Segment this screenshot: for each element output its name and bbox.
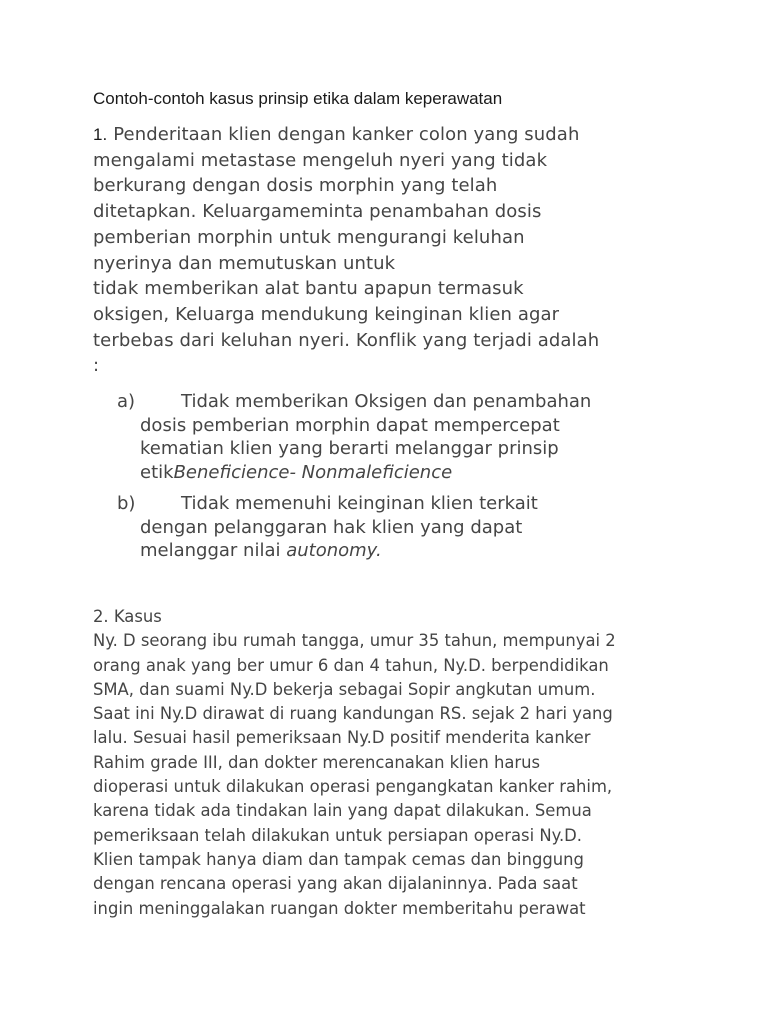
option-b-text: melanggar nilai [140,540,287,561]
case2-line: SMA, dan suami Ny.D bekerja sebagai Sopir angkutan umum. [93,679,596,699]
case2-line: Rahim grade III, dan dokter merencanakan klien harus [93,752,541,772]
option-a-text: Tidak memberikan Oksigen dan penambahan [181,391,592,412]
option-b-italic-term: autonomy. [286,540,382,561]
case2-line: Ny. D seorang ibu rumah tangga, umur 35 tahun, mempunyai 2 [93,631,616,651]
option-a-italic-term: Beneficience- Nonmaleficience [173,461,453,483]
case2-line: ingin meninggalakan ruangan dokter memberitahu perawat [93,898,586,918]
option-b-marker: b) [117,493,136,514]
case2-line: orang anak yang ber umur 6 dan 4 tahun, Ny.D. berpendidikan [93,655,609,675]
case1-line: berkurang dengan dosis morphin yang telah [93,175,498,197]
case1-line: tidak memberikan alat bantu apapun termasuk [93,278,524,300]
case1-line: pemberian morphin untuk mengurangi keluhan [93,226,525,248]
option-a-marker: a) [117,391,136,412]
case1-line: terbebas dari keluhan nyeri. Konflik yang terjadi adalah [93,329,600,351]
option-b-text: Tidak memenuhi keinginan klien terkait [181,493,538,514]
case1-line: : [93,355,100,377]
case1-option-a [117,390,677,484]
case1-line: ditetapkan. Keluargameminta penambahan dosis [93,201,542,223]
case2-line: pemeriksaan telah dilakukan untuk persiapan operasi Ny.D. [93,825,583,845]
case2-line: dioperasi untuk dilakukan operasi pengangkatan kanker rahim, [93,777,613,797]
case1-line: nyerinya dan memutuskan untuk [93,252,396,274]
case1-line [93,122,693,148]
case2-line: karena tidak ada tindakan lain yang dapat dilakukan. Semua [93,801,592,821]
case2-line: lalu. Sesuai hasil pemeriksaan Ny.D positif menderita kanker [93,728,591,748]
document-title: Contoh-contoh kasus prinsip etika dalam keperawatan [93,89,503,108]
case2-line: Saat ini Ny.D dirawat di ruang kandungan RS. sejak 2 hari yang [93,704,613,724]
case1-line: mengalami metastase mengeluh nyeri yang tidak [93,149,548,171]
case2-paragraph [93,605,693,921]
case1-text: Penderitaan klien dengan kanker colon yang sudah [107,124,580,145]
case1-line: oksigen, Keluarga mendukung keinginan klien agar [93,303,560,325]
option-b-text: dengan pelanggaran hak klien yang dapat [140,516,523,538]
option-a-text: etik [140,461,174,483]
case2-line: dengan rencana operasi yang akan dijalaninnya. Pada saat [93,874,578,894]
case1-number: 1. [93,125,108,144]
case1-paragraph [93,122,693,379]
option-a-text: kematian klien yang berarti melanggar prinsip [140,438,559,459]
case1-option-b [117,492,677,563]
option-a-text: dosis pemberian morphin dapat mempercepat [140,414,560,436]
case2-line: Klien tampak hanya diam dan tampak cemas dan binggung [93,849,584,869]
case2-heading: 2. Kasus [93,607,162,626]
